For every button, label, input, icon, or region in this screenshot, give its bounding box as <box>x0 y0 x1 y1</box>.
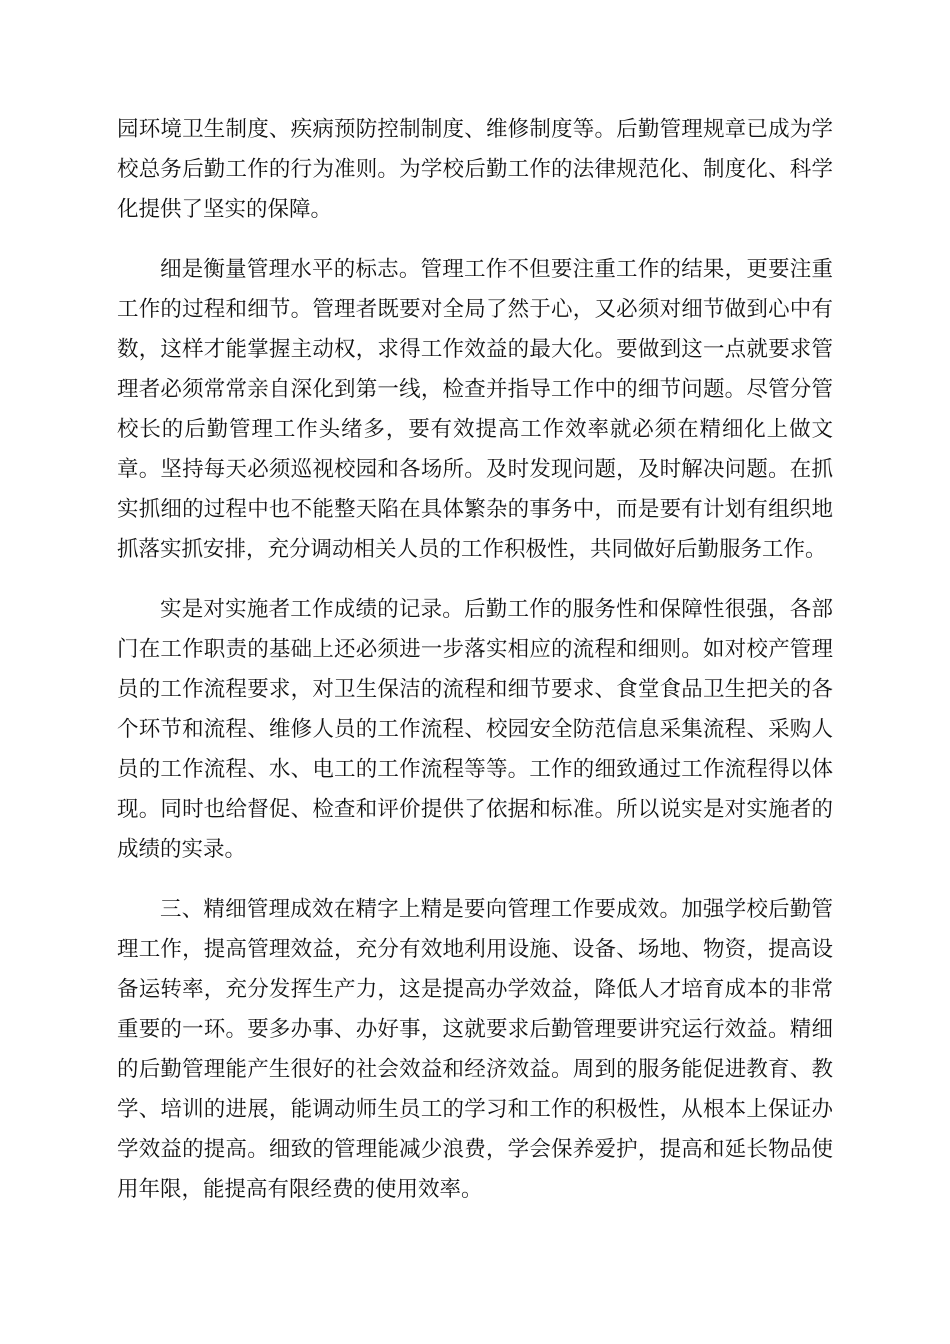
paragraph-effectiveness: 三、精细管理成效在精字上精是要向管理工作要成效。加强学校后勤管理工作，提高管理效益，充分有效地利用设施、设备、场地、物资，提高设备运转率，充分发挥生产力，这是提高办学效益，降低人才培育成本的非常重要的一环。要多办事、办好事，这就要求后勤管理要讲究运行效益。精细的后勤管理能产生很好的社会效益和经济效益。周到的服务能促进教育、教学、培训的进展，能调动师生员工的学习和工作的积极性，从根本上保证办学效益的提高。细致的管理能减少浪费，学会保养爱护，提高和延长物品使用年限，能提高有限经费的使用效率。 <box>117 897 833 1202</box>
document-body <box>117 110 833 1230</box>
paragraph-record: 实是对实施者工作成绩的记录。后勤工作的服务性和保障性很强，各部门在工作职责的基础上还必须进一步落实相应的流程和细则。如对校产管理员的工作流程要求，对卫生保洁的流程和细节要求、食堂食品卫生把关的各个环节和流程、维修人员的工作流程、校园安全防范信息采集流程、采购人员的工作流程、水、电工的工作流程等等。工作的细致通过工作流程得以体现。同时也给督促、检查和评价提供了依据和标准。所以说实是对实施者的成绩的实录。 <box>117 597 833 862</box>
paragraph-detail: 细是衡量管理水平的标志。管理工作不但要注重工作的结果，更要注重工作的过程和细节。管理者既要对全局了然于心，又必须对细节做到心中有数，这样才能掌握主动权，求得工作效益的最大化。要做到这一点就要求管理者必须常常亲自深化到第一线，检查并指导工作中的细节问题。尽管分管校长的后勤管理工作头绪多，要有效提高工作效率就必须在精细化上做文章。坚持每天必须巡视校园和各场所。及时发现问题，及时解决问题。在抓实抓细的过程中也不能整天陷在具体繁杂的事务中，而是要有计划有组织地抓落实抓安排，充分调动相关人员的工作积极性，共同做好后勤服务工作。 <box>117 257 833 562</box>
paragraph-continuation: 园环境卫生制度、疾病预防控制制度、维修制度等。后勤管理规章已成为学校总务后勤工作的行为准则。为学校后勤工作的法律规范化、制度化、科学化提供了坚实的保障。 <box>117 117 833 222</box>
